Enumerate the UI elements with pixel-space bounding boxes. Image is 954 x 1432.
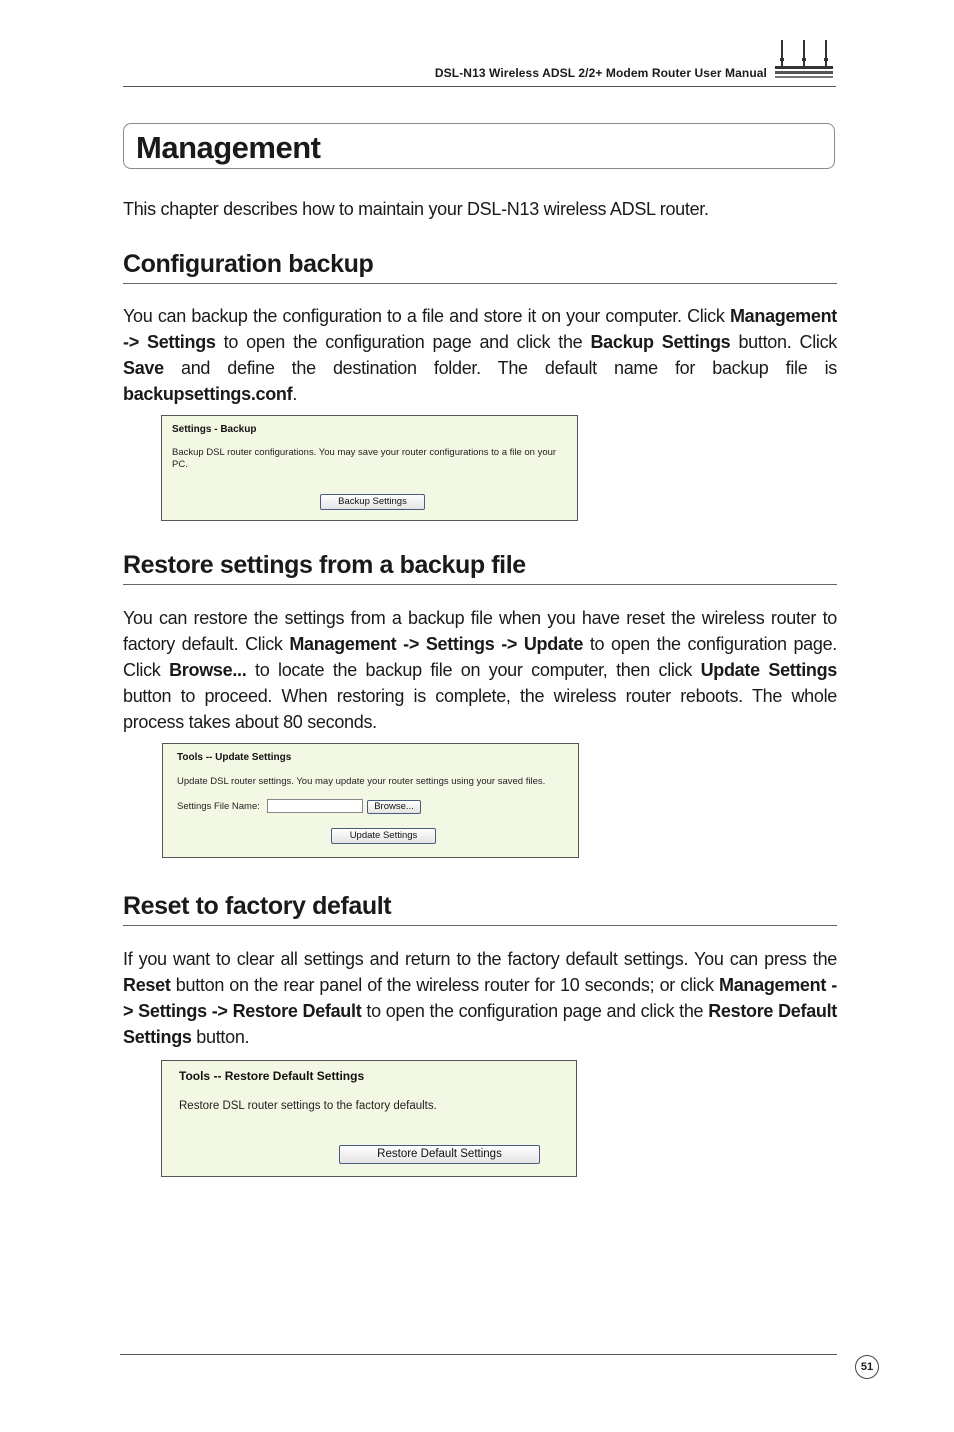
bold-term: Management -> Settings [123,306,837,352]
chapter-title-box [123,123,835,169]
screenshot-title: Tools -- Update Settings [177,752,292,763]
page-number: 51 [855,1355,879,1379]
bold-term: Update Settings [700,660,837,680]
section-title-configuration-backup: Configuration backup [123,250,837,284]
settings-file-name-input[interactable] [267,799,363,813]
bold-term: backupsettings.conf [123,384,293,404]
section-body-reset-factory-default: If you want to clear all settings and return to the factory default settings. You can press the Reset button on the rear panel of the wireless router for 10 seconds; or click Management -> Settings -> Restore Default to open the configuration page and click the Restore Default Settings button. [123,949,837,1047]
browse-button[interactable]: Browse... [367,800,421,814]
manual-title: DSL-N13 Wireless ADSL 2/2+ Modem Router User Manual [434,66,767,80]
screenshot-description: Restore DSL router settings to the factory defaults. [179,1100,437,1112]
screenshot-description: Update DSL router settings. You may update your router settings using your saved files. [177,776,546,787]
screenshot-title: Settings - Backup [172,424,257,435]
bold-term: Management -> Settings -> Update [289,634,584,654]
update-settings-button[interactable]: Update Settings [331,828,436,844]
section-body-configuration-backup: You can backup the configuration to a file and store it on your computer. Click Management -> Settings to open the configuration page and click the Backup Settings button. Click Save and define the destination folder. The default name for backup file is backupsettings.conf. [123,306,837,404]
bold-term: Reset [123,975,171,995]
update-settings-screenshot [162,743,579,858]
bold-term: Management -> Settings -> Restore Default [123,975,837,1021]
section-title-reset-factory-default: Reset to factory default [123,892,837,926]
bold-term: Restore Default Settings [123,1001,837,1047]
footer-rule [120,1354,837,1355]
chapter-title: Management [136,130,321,165]
screenshot-title: Tools -- Restore Default Settings [179,1069,365,1083]
backup-settings-screenshot [161,415,578,521]
chapter-intro: This chapter describes how to maintain your DSL-N13 wireless ADSL router. [123,199,709,219]
bold-term: Backup Settings [590,332,731,352]
restore-default-settings-button[interactable]: Restore Default Settings [339,1145,540,1164]
section-body-restore-settings: You can restore the settings from a backup file when you have reset the wireless router to factory default. Click Management -> Settings -> Update to open the configuration page. Click Browse... to locate the backup file on your computer, then click Update Settings button to proceed. When restoring is complete, the wireless router reboots. The whole process takes about 80 seconds. [123,608,837,732]
header-rule [123,86,836,87]
bold-term: Browse... [169,660,247,680]
screenshot-description: Backup DSL router configurations. You may save your router configurations to a file on your PC. [172,447,557,470]
restore-default-screenshot [161,1060,577,1177]
section-title-restore-settings: Restore settings from a backup file [123,551,837,585]
bold-term: Save [123,358,164,378]
backup-settings-button[interactable]: Backup Settings [320,494,425,510]
settings-file-name-label: Settings File Name: [177,801,260,812]
router-icon [772,38,836,82]
